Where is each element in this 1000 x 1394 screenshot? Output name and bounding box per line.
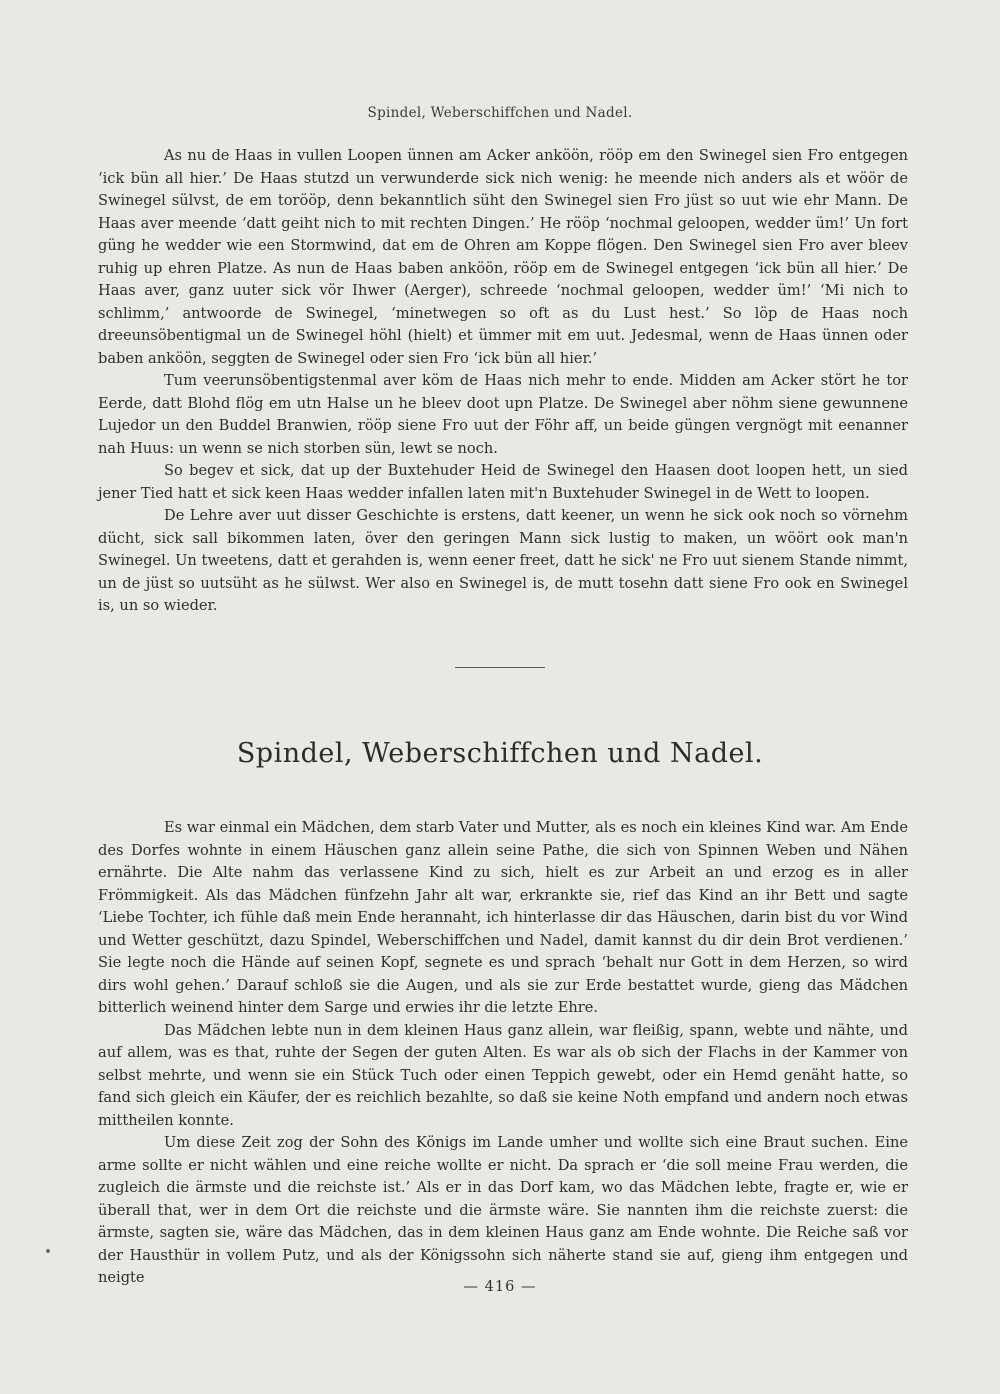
running-title: Spindel, Weberschiffchen und Nadel.: [367, 105, 633, 121]
paragraph: De Lehre aver uut disser Geschichte is erstens, datt keener, un wenn he sick ook noch so vörnehm dücht, sick sall bikommen laten, över den geringen Mann sick lustig to maken, un wöört ook man'n Swinegel. Un tweetens, datt et gerahden is, wenn eener freet, datt he sick' ne Fro uut sienem Stande nimmt, un de jüst so uutsüht as he sülwst. Wer also en Swinegel is, de mutt tosehn datt siene Fro ook en Swinegel is, un so wieder.: [98, 507, 908, 614]
paragraph: Tum veerunsöbentigstenmal aver köm de Haas nich mehr to ende. Midden am Acker stört he tor Eerde, datt Blohd flög em utn Halse un he bleev doot upn Platze. De Swinegel aber nöhm siene gewunnene Lujedor un den Buddel Branwien, rööp siene Fro uut der Föhr aff, un beide güngen vergnögt mit eenanner nah Huus: un wenn se nich storben sün, lewt se noch.: [98, 372, 908, 457]
paragraph: Das Mädchen lebte nun in dem kleinen Haus ganz allein, war fleißig, spann, webte und nähte, und auf allem, was es that, ruhte der Segen der guten Alten. Es war als ob sich der Flachs in der Kammer von selbst mehrte, und wenn sie ein Stück Tuch oder einen Teppich gewebt, oder ein Hemd genäht hatte, so fand sich gleich ein Käufer, der es reichlich bezahlte, so daß sie keine Noth empfand und andern noch etwas mittheilen konnte.: [98, 1021, 908, 1129]
paragraph: Es war einmal ein Mädchen, dem starb Vater und Mutter, als es noch ein kleines Kind war. Am Ende des Dorfes wohnte in einem Häuschen ganz allein seine Pathe, die sich von Spinnen Weben und Nähen ernährte. Die Alte nahm das verlassene Kind zu sich, hielt es zur Arbeit an und erzog es in aller Frömmigkeit. Als das Mädchen fünfzehn Jahr alt war, erkrankte sie, rief das Kind an ihr Bett und sagte ‘Liebe Tochter, ich fühle daß mein Ende herannaht, ich hinterlasse dir das Häuschen, darin bist du vor Wind und Wetter geschützt, dazu Spindel, Weberschiffchen und Nadel, damit kannst du dir dein Brot verdienen.’ Sie legte noch die Hände auf seinen Kopf, segnete es und sprach ‘behalt nur Gott in dem Herzen, so wird dirs wohl gehen.’ Darauf schloß sie die Augen, und als sie zur Erde bestattet wurde, gieng das Mädchen bitterlich weinend hinter dem Sarge und erwies ihr die letzte Ehre.: [98, 819, 908, 1016]
margin-mark: [46, 1249, 50, 1253]
tale-body: [98, 817, 908, 1290]
page-number: — 416 —: [463, 1279, 537, 1295]
paragraph: As nu de Haas in vullen Loopen ünnen am Acker anköön, rööp em den Swinegel sien Fro entgegen ‘ick bün all hier.’ De Haas stutzd un verwunderde sick nich wenig: he meende nich anders als et wöör de Swinegel sülvst, de em torööp, denn bekanntlich süht den Swinegel sien Fro jüst so uut wie ehr Mann. De Haas aver meende ‘datt geiht nich to mit rechten Dingen.’ He rööp ‘nochmal geloopen, wedder üm!’ Un fort güng he wedder wie een Stormwind, dat em de Ohren am Koppe flögen. Den Swinegel sien Fro aver bleev ruhig up ehren Platze. As nun de Haas baben anköön, rööp em de Swinegel entgegen ‘ick bün all hier.’ De Haas aver, ganz uuter sick vör Ihwer (Aerger), schreede ‘nochmal geloopen, wedder üm!’ ‘Mi nich to schlimm,’ antwoorde de Swinegel, ‘minetwegen so oft as du Lust hest.’ So löp de Haas noch dreeunsöbentigmal un de Swinegel höhl (hielt) et ümmer mit em uut. Jedesmal, wenn de Haas ünnen oder baben anköön, seggten de Swinegel oder sien Fro ‘ick bün all hier.’: [98, 147, 908, 367]
paragraph: So begev et sick, dat up der Buxtehuder Heid de Swinegel den Haasen doot loopen hett, un sied jener Tied hatt et sick keen Haas wedder infallen laten mit'n Buxtehuder Swinegel in de Wett to loopen.: [98, 462, 908, 502]
previous-story-ending: [98, 145, 908, 618]
paragraph: Um diese Zeit zog der Sohn des Königs im Lande umher und wollte sich eine Braut suchen. Eine arme sollte er nicht wählen und eine reiche wollte er nicht. Da sprach er ‘die soll meine Frau werden, die zugleich die ärmste und die reichste ist.’ Als er in das Dorf kam, wo das Mädchen lebte, fragte er, wie er überall that, wer in dem Ort die reichste und die ärmste wäre. Sie nannten ihm die reichste zuerst: die ärmste, sagten sie, wäre das Mädchen, das in dem kleinen Haus ganz am Ende wohnte. Die Reiche saß vor der Hausthür in vollem Putz, und als der Königssohn sich näherte stand sie auf, gieng ihm entgegen und neigte: [98, 1134, 908, 1286]
section-divider: [455, 667, 545, 668]
tale-title: Spindel, Weberschiffchen und Nadel.: [236, 738, 764, 769]
